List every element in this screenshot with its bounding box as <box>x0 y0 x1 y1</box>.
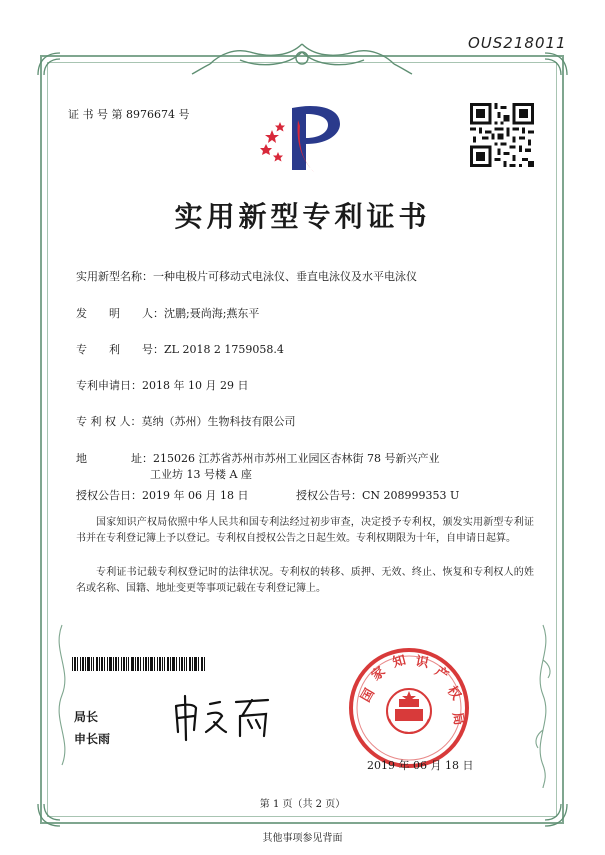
svg-text:家: 家 <box>368 664 389 685</box>
field-label: 实用新型名称： <box>76 270 153 283</box>
field-label: 地 址： <box>76 452 153 465</box>
footer-note: 其他事项参见背面 <box>262 833 343 844</box>
field-value: 一种电极片可移动式电泳仪、垂直电泳仪及水平电泳仪 <box>153 270 417 283</box>
top-ornament <box>190 38 415 78</box>
field-value: CN 208999353 U <box>362 489 460 502</box>
svg-text:权: 权 <box>443 683 464 703</box>
right-side-ornament <box>528 620 558 790</box>
field-label: 授权公告号： <box>296 489 362 502</box>
field-label: 专利申请日： <box>76 379 142 392</box>
svg-text:知: 知 <box>391 653 408 671</box>
svg-text:产: 产 <box>431 663 451 684</box>
patent-office-logo <box>258 100 348 180</box>
field-patentee <box>76 413 296 429</box>
corner-ornament-top-left <box>34 49 64 79</box>
field-inventor <box>76 305 259 321</box>
field-value: 2018 年 10 月 29 日 <box>142 379 249 392</box>
svg-text:识: 识 <box>414 654 430 672</box>
corner-ornament-top-right <box>541 49 571 79</box>
director-name: 申长雨 <box>74 732 111 746</box>
field-grant-date <box>76 487 248 503</box>
certificate-number: 证 书 号 第 8976674 号 <box>68 108 190 121</box>
body-paragraph-2: 专利证书记载专利权登记时的法律状况。专利权的转移、质押、无效、终止、恢复和专利权人的姓名或名称、国籍、地址变更等事项记载在专利登记簿上。 <box>76 567 534 594</box>
field-value: 2019 年 06 月 18 日 <box>142 489 249 502</box>
field-grant-number <box>296 487 459 503</box>
left-side-ornament <box>47 620 77 790</box>
field-utility-model-name <box>76 268 417 284</box>
official-seal <box>346 645 472 771</box>
director-title: 局长 <box>74 710 99 724</box>
field-label: 授权公告日： <box>76 489 142 502</box>
field-value: 莫纳（苏州）生物科技有限公司 <box>141 415 296 428</box>
svg-text:局: 局 <box>449 711 467 727</box>
field-label: 专 利 号： <box>76 343 164 356</box>
page-number: 第 1 页（共 2 页） <box>259 799 346 810</box>
field-address <box>76 450 439 466</box>
handwritten-reference: OUS218011 <box>468 34 567 52</box>
body-paragraph-1: 国家知识产权局依照中华人民共和国专利法经过初步审查，决定授予专利权，颁发实用新型专利证书并在专利登记簿上予以登记。专利权自授权公告之日起生效。专利权期限为十年，自申请日起算。 <box>76 517 534 544</box>
qr-code <box>470 103 534 167</box>
seal-date: 2019 年 06 月 18 日 <box>367 759 474 772</box>
certificate-title: 实用新型专利证书 <box>174 200 431 233</box>
field-value: 沈鹏;聂尚海;燕东平 <box>164 307 260 320</box>
field-value: ZL 2018 2 1759058.4 <box>164 343 284 356</box>
field-address-line2: 工业坊 13 号楼 A 座 <box>150 468 252 481</box>
barcode <box>72 657 207 671</box>
director-signature <box>168 692 278 742</box>
field-value: 215026 江苏省苏州市苏州工业园区杏林街 78 号新兴产业 <box>153 452 440 465</box>
field-patent-number <box>76 341 284 357</box>
field-label: 专 利 权 人： <box>76 415 142 428</box>
field-label: 发 明 人： <box>76 307 164 320</box>
field-filing-date <box>76 377 248 393</box>
svg-text:国: 国 <box>358 686 378 705</box>
